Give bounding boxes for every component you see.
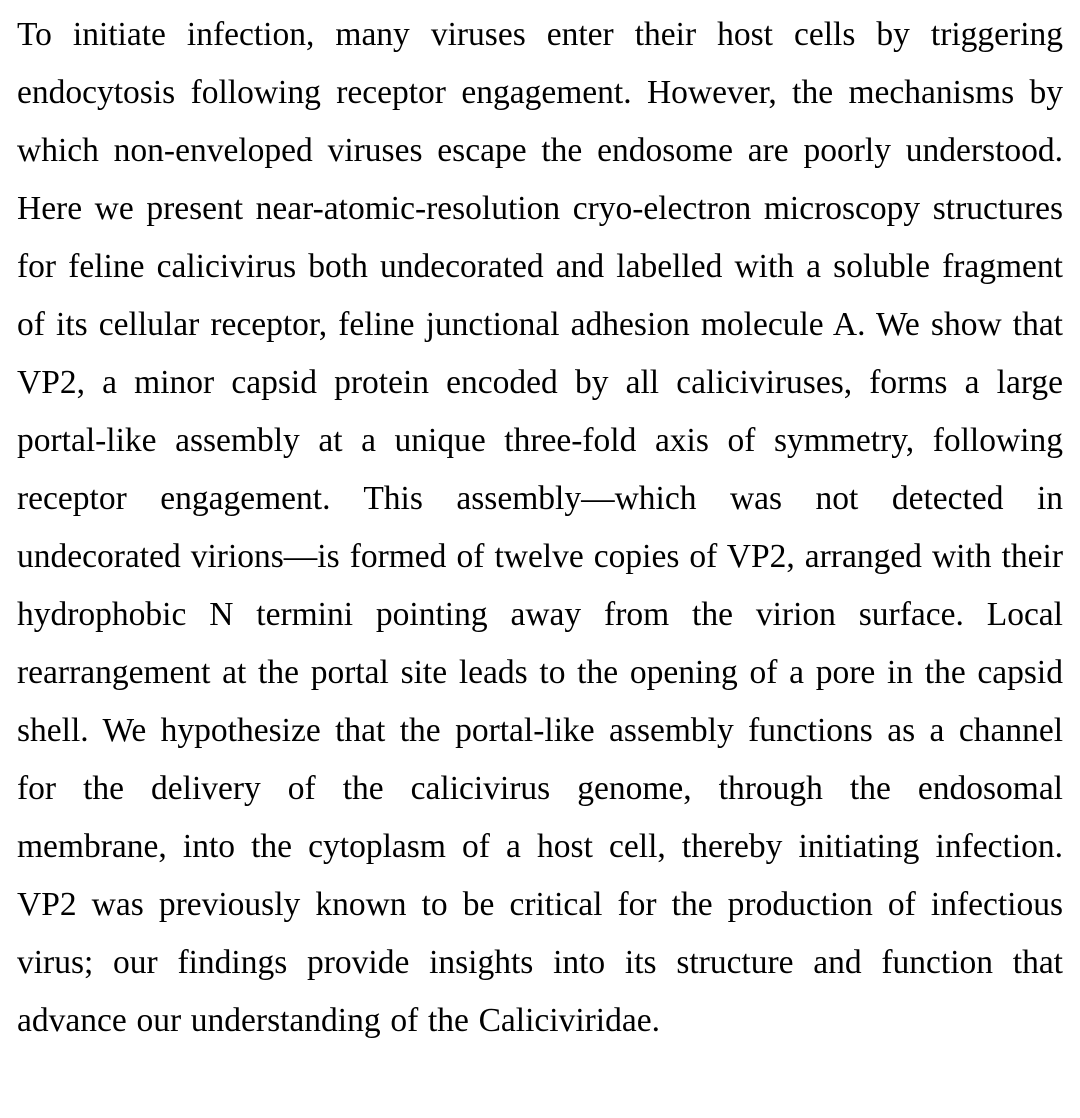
abstract-paragraph: To initiate infection, many viruses enter their host cells by triggering endocytosis following receptor engagement. However, the mechanisms by which non-enveloped viruses escape the endosome are poorly understood. Here we present near-atomic-resolution cryo-electron microscopy structures for feline calicivirus both undecorated and labelled with a soluble fragment of its cellular receptor, feline junctional adhesion molecule A. We show that VP2, a minor capsid protein encoded by all caliciviruses, forms a large portal-like assembly at a unique three-fold axis of symmetry, following receptor engagement. This assembly—which was not detected in undecorated virions—is formed of twelve copies of VP2, arranged with their hydrophobic N termini pointing away from the virion surface. Local rearrangement at the portal site leads to the opening of a pore in the capsid shell. We hypothesize that the portal-like assembly functions as a channel for the delivery of the calicivirus genome, through the endosomal membrane, into the cytoplasm of a host cell, thereby initiating infection. VP2 was previously known to be critical for the production of infectious virus; our findings provide insights into its structure and function that advance our understanding of the Caliciviridae. bbox=[17, 16, 1063, 1039]
